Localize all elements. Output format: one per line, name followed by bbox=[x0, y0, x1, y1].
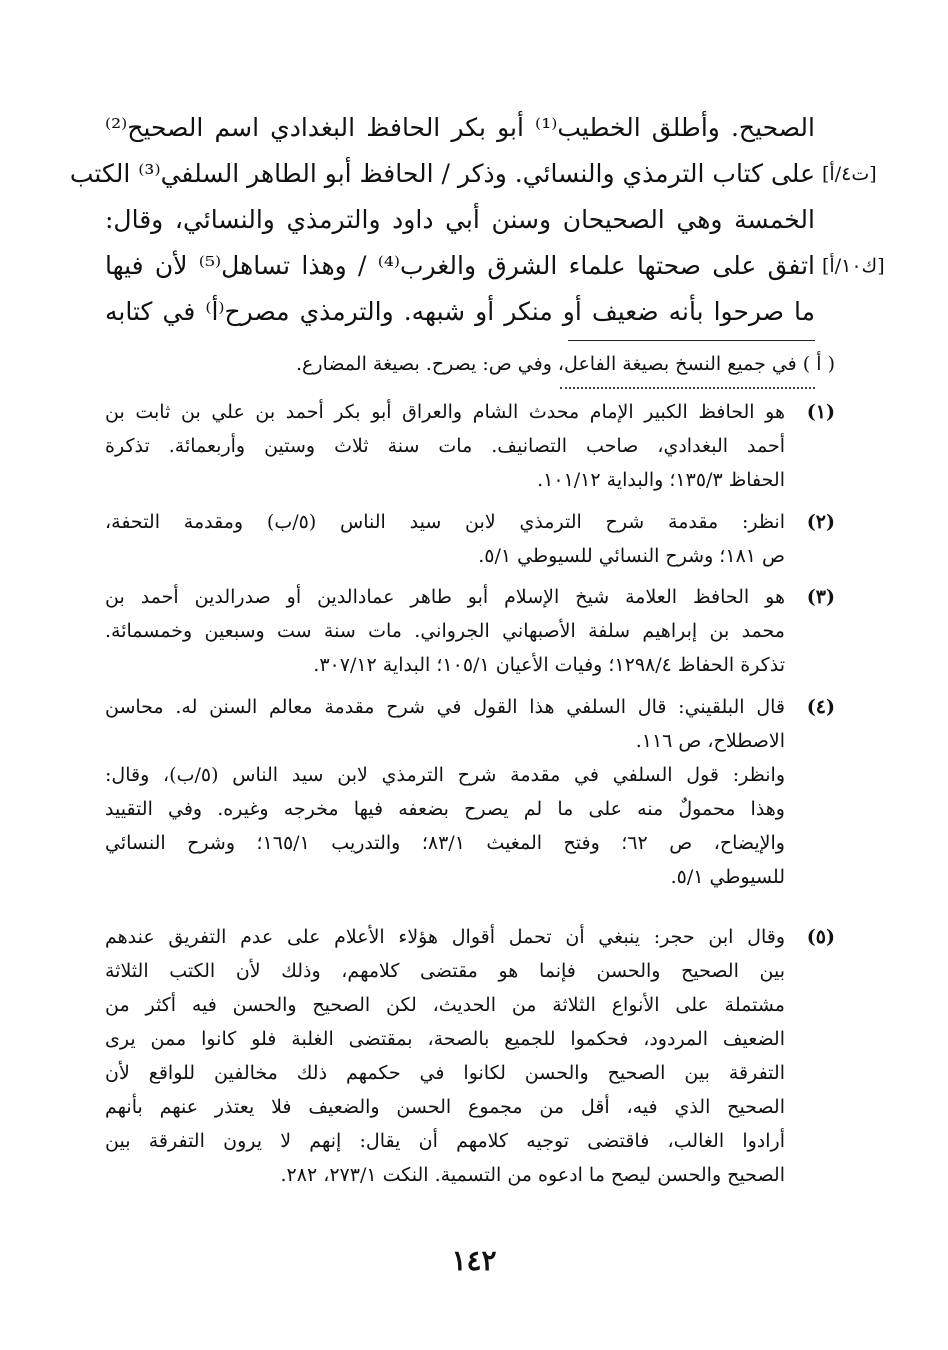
footnote-line: الحفاظ ١٣٥/٣؛ والبداية ١٠١/١٢. bbox=[537, 469, 785, 491]
footnote-1 bbox=[105, 395, 835, 497]
dotted-separator bbox=[560, 387, 815, 389]
footnote-line: الاصطلاح، ص ١١٦. bbox=[635, 730, 785, 752]
footnote-line: محمد بن إبراهيم سلفة الأصبهاني الجرواني. مات سنة ست وسبعين وخمسمائة. bbox=[105, 620, 785, 642]
main-text-line-1: الصحيح. وأطلق الخطيب⁽¹⁾ أبو بكر الحافظ البغدادي اسم الصحيح⁽²⁾ bbox=[105, 113, 815, 142]
main-text-line-5: ما صرحوا بأنه ضعيف أو منكر أو شبهه. والترمذي مصرح⁽أ⁾ في كتابه bbox=[105, 297, 815, 326]
footnote-line: أرادوا الغالب، فاقتضى توجيه كلامهم أن يقال: إنهم لا يرون التفرقة بين bbox=[105, 1130, 785, 1152]
page-number: ١٤٢ bbox=[451, 1244, 497, 1277]
footnote-line: للسيوطي ٥/١. bbox=[670, 866, 785, 888]
footnote-number: (٢) bbox=[806, 511, 835, 533]
variant-note bbox=[105, 347, 835, 381]
footnote-number: (١) bbox=[806, 401, 835, 423]
footnote-line: تذكرة الحفاظ ١٢٩٨/٤؛ وفيات الأعيان ١٠٥/١؛ البداية ٣٠٧/١٢. bbox=[313, 654, 785, 676]
main-text-line-3: الخمسة وهي الصحيحان وسنن أبي داود والترمذي والنسائي، وقال: bbox=[105, 205, 815, 234]
footnote-number: (٤) bbox=[806, 696, 835, 718]
footnote-4 bbox=[105, 690, 835, 894]
footnote-line: التفرقة بين الصحيح والحسن لكانوا في حكمهم ذلك مخالفين للواقع لأن bbox=[105, 1062, 785, 1084]
footnote-number: (٥) bbox=[806, 926, 835, 948]
footnote-line: الضعيف المردود، فحكموا للجميع بالصحة، بمقتضى الغلبة فلو كانوا ممن يرى bbox=[105, 1028, 785, 1050]
footnote-line: وانظر: قول السلفي في مقدمة شرح الترمذي لابن سيد الناس (٥/ب)، وقال: bbox=[105, 764, 785, 786]
footnote-line: الصحيح الذي فيه، أقل من مجموع الحسن والضعيف فلا يعتذر عنهم بأنهم bbox=[105, 1096, 785, 1118]
footnote-line: ص ١٨١؛ وشرح النسائي للسيوطي ٥/١. bbox=[478, 545, 785, 567]
footnote-line: بين الصحيح والحسن فإنما هو مقتضى كلامهم، وذلك لأن الكتب الثلاثة bbox=[105, 960, 785, 982]
footnote-number: (٣) bbox=[806, 586, 835, 608]
footnote-line: وقال ابن حجر: ينبغي أن تحمل أقوال هؤلاء الأعلام على عدم التفريق عندهم bbox=[105, 926, 785, 948]
footnote-2 bbox=[105, 505, 835, 573]
footnote-line: هو الحافظ العلامة شيخ الإسلام أبو طاهر عمادالدين أو صدرالدين أحمد بن bbox=[105, 586, 785, 608]
margin-ref-manuscript-t: [ت٤/أ] bbox=[822, 163, 877, 185]
footnote-3 bbox=[105, 580, 835, 682]
variant-note-line: ( أ ) في جميع النسخ بصيغة الفاعل، وفي ص: يصرح. بصيغة المضارع. bbox=[295, 353, 835, 375]
footnote-line: قال البلقيني: قال السلفي هذا القول في شرح مقدمة معالم السنن له. محاسن bbox=[105, 696, 785, 718]
margin-ref-manuscript-k: [ك١٠/أ] bbox=[822, 255, 885, 277]
footnote-line: أحمد البغدادي، صاحب التصانيف. مات سنة ثلاث وستين وأربعمائة. تذكرة bbox=[105, 435, 785, 457]
footnote-separator-rule bbox=[568, 340, 815, 341]
main-text-line-2: على كتاب الترمذي والنسائي. وذكر / الحافظ أبو الطاهر السلفي⁽³⁾ الكتب bbox=[69, 159, 815, 188]
footnote-line: والإيضاح، ص ٦٢؛ وفتح المغيث ٨٣/١؛ والتدريب ١٦٥/١؛ وشرح النسائي bbox=[105, 832, 785, 854]
footnote-line: هو الحافظ الكبير الإمام محدث الشام والعراق أبو بكر أحمد بن علي بن ثابت بن bbox=[105, 401, 785, 423]
footnote-line: انظر: مقدمة شرح الترمذي لابن سيد الناس (٥/ب) ومقدمة التحفة، bbox=[105, 511, 786, 533]
footnote-line: مشتملة على الأنواع الثلاثة من الحديث، لكن الصحيح والحسن فيه أكثر من bbox=[105, 994, 785, 1016]
main-text-line-4: اتفق على صحتها علماء الشرق والغرب⁽⁴⁾ / وهذا تساهل⁽⁵⁾ لأن فيها bbox=[105, 251, 815, 280]
footnote-line: الصحيح والحسن ليصح ما ادعوه من التسمية. النكت ٢٧٣/١، ٢٨٢. bbox=[280, 1164, 785, 1186]
footnote-5 bbox=[105, 920, 835, 1192]
footnote-line: وهذا محمولٌ منه على ما لم يصرح بضعفه فيها مخرجه وغيره. وفي التقييد bbox=[105, 798, 785, 820]
